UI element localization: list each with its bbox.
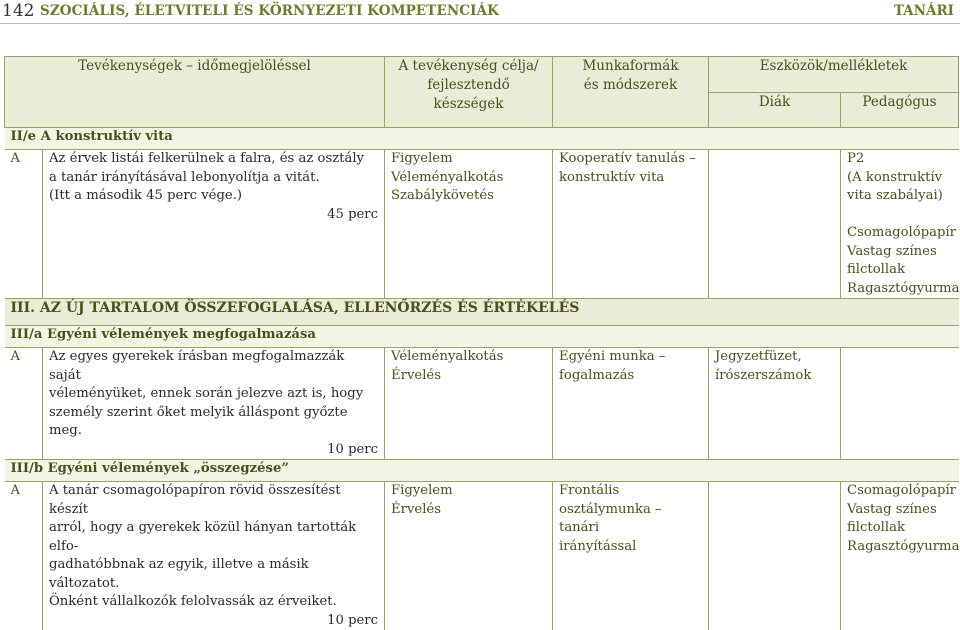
row-activity: A tanár csomagolópapíron rövid összesítést készít arról, hogy a gyerekek közül hányan tartották elfo- gadhatóbbnak az egyik, illetve a másik változatot. Önként vállalkozók felolvassák az érveiket. 10 perc bbox=[43, 482, 385, 630]
page-number: 142 bbox=[2, 1, 34, 21]
row-duration: 10 perc bbox=[49, 441, 378, 460]
row-activity: Az egyes gyerekek írásban megfogalmazzák saját véleményüket, ennek során jelezve azt is, hogy személy szerint őket melyik álláspont győzte meg. 10 perc bbox=[43, 348, 385, 460]
row-teacher-tools: P2 (A konstruktív vita szabályai) Csomagolópapír Vastag színes filctollak Ragasztógyurma bbox=[841, 150, 959, 299]
row-letter: A bbox=[5, 482, 43, 630]
table-row bbox=[5, 482, 959, 630]
row-methods: Egyéni munka – fogalmazás bbox=[553, 348, 709, 460]
row-letter: A bbox=[5, 150, 43, 299]
row-methods: Frontális osztálymunka – tanári irányítással bbox=[553, 482, 709, 630]
row-goals: Figyelem Érvelés bbox=[385, 482, 553, 630]
table-header-row bbox=[5, 57, 959, 93]
page-header bbox=[0, 0, 960, 22]
row-goals: Figyelem Véleményalkotás Szabálykövetés bbox=[385, 150, 553, 299]
section-row bbox=[5, 460, 959, 482]
header-student: Diák bbox=[709, 92, 841, 128]
section-title: III/a Egyéni vélemények megfogalmazása bbox=[5, 326, 959, 348]
row-teacher-tools bbox=[841, 348, 959, 460]
header-methods: Munkaformák és módszerek bbox=[553, 57, 709, 128]
table-row bbox=[5, 150, 959, 299]
row-letter: A bbox=[5, 348, 43, 460]
header-goals: A tevékenység célja/ fejlesztendő készségek bbox=[385, 57, 553, 128]
row-duration: 10 perc bbox=[49, 612, 378, 630]
row-teacher-tools: Csomagolópapír Vastag színes filctollak Ragasztógyurma bbox=[841, 482, 959, 630]
section-title: III/b Egyéni vélemények „összegzése” bbox=[5, 460, 959, 482]
row-activity: Az érvek listái felkerülnek a falra, és az osztály a tanár irányításával lebonyolítja a vitát. (Itt a második 45 perc vége.) 45 perc bbox=[43, 150, 385, 299]
row-student-tools: Jegyzetfüzet, írószerszámok bbox=[709, 348, 841, 460]
section-row bbox=[5, 128, 959, 150]
row-duration: 45 perc bbox=[49, 206, 378, 225]
header-divider bbox=[0, 23, 960, 24]
section-title: III. AZ ÚJ TARTALOM ÖSSZEFOGLALÁSA, ELLENŐRZÉS ÉS ÉRTÉKELÉS bbox=[5, 299, 959, 326]
header-activities: Tevékenységek – időmegjelöléssel bbox=[5, 57, 385, 128]
row-student-tools bbox=[709, 482, 841, 630]
row-goals: Véleményalkotás Érvelés bbox=[385, 348, 553, 460]
table-row bbox=[5, 348, 959, 460]
page-title: SZOCIÁLIS, ÉLETVITELI ÉS KÖRNYEZETI KOMPETENCIÁK bbox=[40, 3, 499, 19]
header-teacher: Pedagógus bbox=[841, 92, 959, 128]
row-methods: Kooperatív tanulás – konstruktív vita bbox=[553, 150, 709, 299]
row-student-tools bbox=[709, 150, 841, 299]
section-title: II/e A konstruktív vita bbox=[5, 128, 959, 150]
header-tools: Eszközök/mellékletek bbox=[709, 57, 959, 93]
page-tag: TANÁRI bbox=[894, 3, 954, 19]
lesson-plan-table bbox=[4, 56, 959, 630]
section-row bbox=[5, 326, 959, 348]
section-row bbox=[5, 299, 959, 326]
